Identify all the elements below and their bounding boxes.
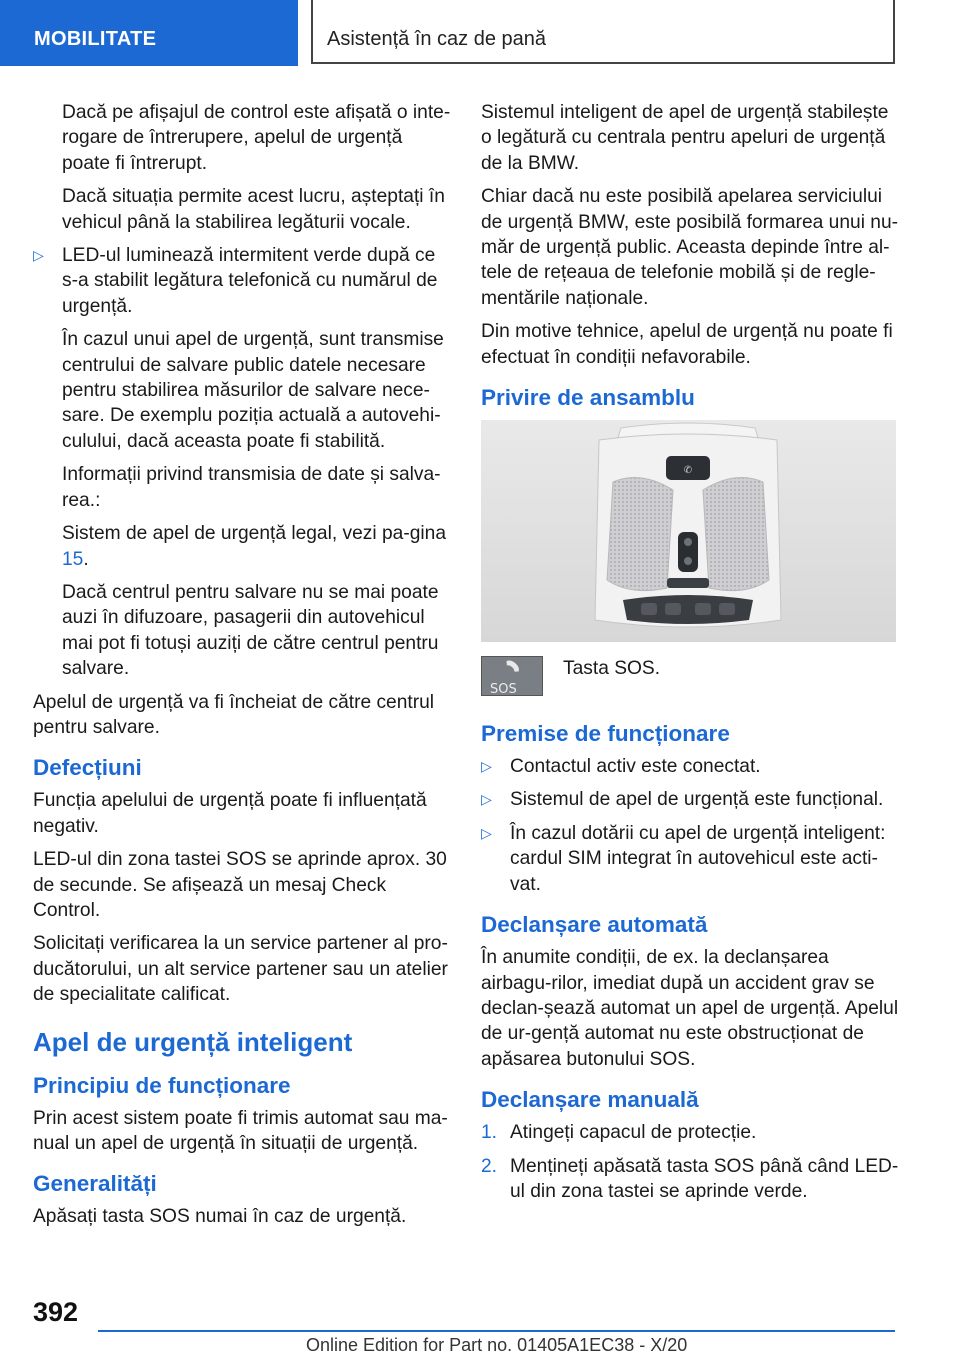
sos-button-icon bbox=[481, 656, 543, 696]
paragraph: LED-ul din zona tastei SOS se aprinde aprox. 30 de secunde. Se afișează un mesaj Check Control. bbox=[33, 849, 447, 921]
heading-prerequisites: Premise de funcționare bbox=[481, 721, 730, 747]
heading-automatic-trigger: Declanșare automată bbox=[481, 912, 708, 938]
left-column bbox=[33, 100, 451, 1238]
paragraph: Apelul de urgență va fi încheiat de către centrul pentru salvare. bbox=[33, 691, 435, 738]
heading-defects: Defecțiuni bbox=[33, 755, 142, 781]
overhead-console-image bbox=[481, 420, 896, 642]
paragraph: Chiar dacă nu este posibilă apelarea serviciului de urgență BMW, este posibilă formarea unui nu‐măr de urgență public. Aceasta depinde între al‐tele de rețeaua de telefonie mobilă și de regle‐mentările naționale. bbox=[481, 186, 899, 309]
triangle-bullet-icon: ▷ bbox=[481, 824, 492, 841]
paragraph: Funcția apelului de urgență poate fi influențată negativ. bbox=[33, 790, 427, 837]
list-item: ▷ În cazul dotării cu apel de urgență inteligent: cardul SIM integrat în autovehicul este acti‐vat. bbox=[481, 822, 886, 895]
heading-smart-emergency-call: Apel de urgență inteligent bbox=[33, 1026, 353, 1057]
svg-text:✆: ✆ bbox=[683, 465, 693, 477]
heading-overview: Privire de ansamblu bbox=[481, 385, 695, 411]
heading-principle: Principiu de funcționare bbox=[33, 1072, 291, 1098]
chapter-title: Asistență în caz de pană bbox=[311, 0, 895, 64]
list-item: ▷ Sistemul de apel de urgență este funcțional. bbox=[481, 787, 899, 812]
paragraph: Informații privind transmisia de date și salva‐rea.: bbox=[62, 464, 441, 511]
sos-caption: Tasta SOS. bbox=[563, 658, 661, 680]
paragraph: Sistemul inteligent de apel de urgență stabilește o legătură cu centrala pentru apeluri de urgență de la BMW. bbox=[481, 102, 889, 174]
numbered-item: 2. Mențineți apăsată tasta SOS până când LED-ul din zona tastei se aprinde verde. bbox=[481, 1155, 899, 1202]
heading-manual-trigger: Declanșare manuală bbox=[481, 1087, 699, 1113]
list-item bbox=[33, 243, 451, 319]
triangle-bullet-icon: ▷ bbox=[481, 758, 492, 775]
footer-divider bbox=[98, 1330, 895, 1332]
page-link[interactable]: 15 bbox=[62, 548, 84, 570]
paragraph: Dacă centrul pentru salvare nu se mai poate auzi în difuzoare, pasagerii din autovehicul mai pot fi totuși auziți de către centrul pentru salvare. bbox=[62, 581, 439, 680]
list-item: ▷ Contactul activ este conectat. bbox=[481, 754, 899, 779]
paragraph-with-link: Sistem de apel de urgență legal, vezi pa‐gina 15. bbox=[62, 523, 446, 570]
overhead-console-illustration bbox=[481, 420, 896, 642]
section-tab[interactable]: MOBILITATE bbox=[0, 0, 298, 66]
paragraph: În anumite condiții, de ex. la declanșarea airbagu‐rilor, imediat după un accident grav se declan‐șează automat un apel de urgență. Apelul de ur‐gență automat nu este obstrucționat de apăsarea butonului SOS. bbox=[481, 947, 899, 1070]
step-number: 1. bbox=[481, 1122, 498, 1144]
list-item-text: LED-ul luminează intermitent verde după ce s-a stabilit legătura telefonică cu numărul de urgență. bbox=[62, 245, 438, 317]
page-header bbox=[0, 0, 960, 68]
paragraph: Dacă situația permite acest lucru, așteptați în vehicul până la stabilirea legăturii vocale. bbox=[62, 186, 445, 233]
numbered-item: 1. Atingeți capacul de protecție. bbox=[481, 1120, 899, 1145]
heading-general: Generalități bbox=[33, 1171, 157, 1197]
paragraph: Din motive tehnice, apelul de urgență nu poate fi efectuat în condiții nefavorabile. bbox=[481, 321, 893, 368]
triangle-bullet-icon: ▷ bbox=[33, 247, 44, 264]
page-number: 392 bbox=[33, 1297, 79, 1327]
paragraph: Dacă pe afișajul de control este afișată o inte‐rogare de întrerupere, apelul de urgență poate fi întrerupt. bbox=[62, 102, 451, 174]
step-number: 2. bbox=[481, 1155, 498, 1177]
sos-icon-label: SOS bbox=[490, 682, 517, 698]
triangle-bullet-icon: ▷ bbox=[481, 791, 492, 808]
edition-note: Online Edition for Part no. 01405A1EC38 - X/20 bbox=[306, 1335, 688, 1355]
paragraph: Prin acest sistem poate fi trimis automat sau ma‐nual un apel de urgență în situații de urgență. bbox=[33, 1107, 448, 1154]
right-column bbox=[481, 100, 899, 1212]
paragraph: În cazul unui apel de urgență, sunt transmise centrului de salvare public datele necesare pentru stabilirea măsurilor de salvare nece‐sare. De exemplu poziția actuală a autovehi‐culului, dacă aceasta poate fi stabilită. bbox=[62, 329, 444, 452]
paragraph: Solicitați verificarea la un service partener al pro‐ducătorului, un alt service partener sau un atelier de specialitate calificat. bbox=[33, 933, 448, 1006]
sos-legend bbox=[481, 656, 899, 700]
paragraph: Apăsați tasta SOS numai în caz de urgență. bbox=[33, 1206, 407, 1228]
